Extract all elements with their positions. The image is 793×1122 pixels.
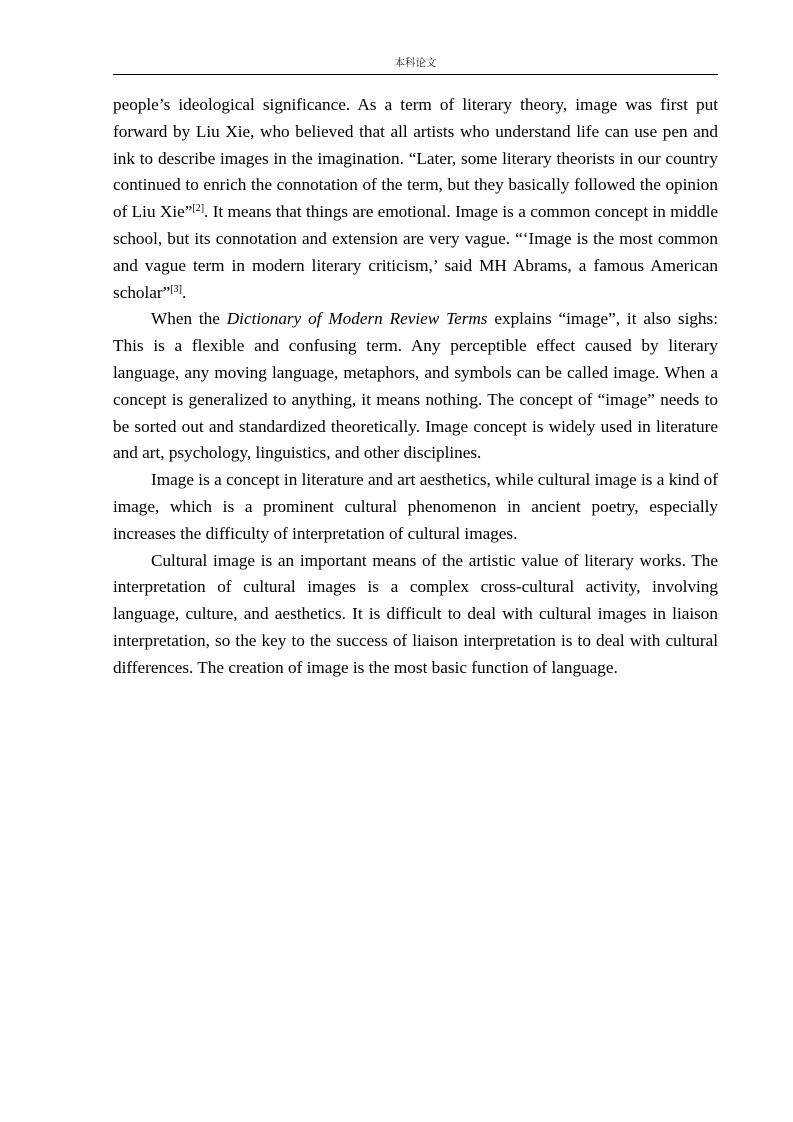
page-header	[113, 55, 718, 75]
paragraph-2	[113, 306, 718, 467]
paragraph-1-text-c: .	[181, 282, 187, 302]
document-body	[113, 92, 718, 682]
paragraph-4: Cultural image is an important means of the artistic value of literary works. The interpretation of cultural images is a complex cross-cultural activity, involving language, culture, and aesthetics. It is difficult to deal with cultural images in liaison interpretation, so the key to the success of liaison interpretation is to deal with cultural differences. The creation of image is the most basic function of language.	[113, 550, 718, 677]
dictionary-title: Dictionary of Modern Review Terms	[226, 309, 488, 329]
paragraph-2-text-b: explains “image”, it also sighs: This is a flexible and confusing term. Any perceptible effect caused by literary language, any moving language, metaphors, and symbols can be called image. When a concept is generalized to anything, it means nothing. The concept of “image” needs to be sorted out and standardized theoretically. Image concept is widely used in literature and art, psychology, linguistics, and other disciplines.	[113, 309, 718, 463]
paragraph-1-text-b: . It means that things are emotional. Image is a common concept in middle school, but its connotation and extension are very vague. “‘Image is the most common and vague term in modern literary criticism,’ said MH Abrams, a famous American scholar”	[113, 202, 718, 302]
paragraph-2-text-a: When the	[151, 309, 227, 329]
paragraph-3: Image is a concept in literature and art aesthetics, while cultural image is a kind of image, which is a prominent cultural phenomenon in ancient poetry, especially increases the difficulty of interpretation of cultural images.	[113, 470, 718, 543]
citation-ref-3: [3]	[170, 283, 182, 295]
citation-ref-2: [2]	[192, 203, 205, 215]
paragraph-1	[113, 92, 718, 306]
header-title: 本科论文	[394, 57, 437, 69]
paragraph-1-text-a: people’s ideological significance. As a term of literary theory, image was first put forward by Liu Xie, who believed that all artists who understand life can use pen and ink to describe images in the imagination. “Later, some literary theorists in our country continued to enrich the connotation of the term, but they basically followed the opinion of Liu Xie”	[113, 95, 718, 222]
